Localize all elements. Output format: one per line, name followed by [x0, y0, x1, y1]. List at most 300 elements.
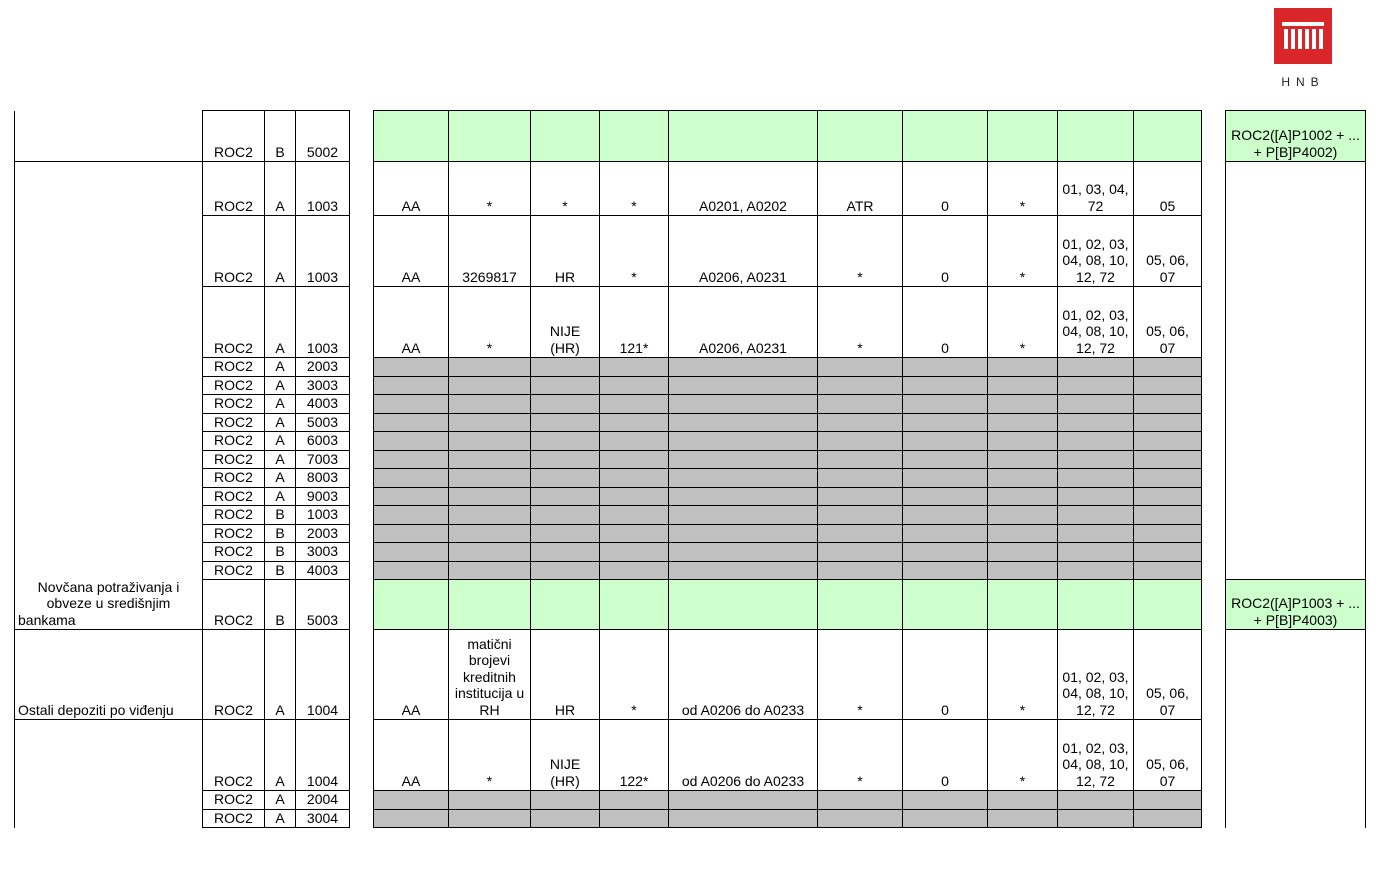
gap-cell [350, 720, 374, 791]
table-cell [600, 809, 669, 828]
table-cell: 0 [903, 720, 988, 791]
table-row [15, 469, 1366, 488]
table-cell [600, 376, 669, 395]
gap-cell [1202, 580, 1226, 630]
table-cell [1058, 487, 1134, 506]
table-cell [818, 376, 903, 395]
gap-cell [350, 287, 374, 358]
table-cell: A0201, A0202 [669, 162, 818, 216]
table-cell [449, 413, 531, 432]
table-cell [374, 809, 449, 828]
table-cell [531, 809, 600, 828]
gap-cell [350, 162, 374, 216]
table-cell [449, 358, 531, 377]
table-cell: A [265, 162, 296, 216]
table-cell [903, 809, 988, 828]
table-cell [903, 111, 988, 162]
table-cell [818, 358, 903, 377]
table-cell [531, 543, 600, 562]
table-cell [669, 791, 818, 810]
table-cell [449, 809, 531, 828]
table-cell [600, 791, 669, 810]
table-cell [1134, 791, 1202, 810]
table-cell: A [265, 358, 296, 377]
table-row [15, 791, 1366, 810]
formula-cell: ROC2([A]P1002 + ... + P[B]P4002) [1226, 111, 1366, 162]
table-cell: A [265, 630, 296, 720]
table-cell [449, 506, 531, 525]
table-cell: AA [374, 720, 449, 791]
table-cell: 5002 [296, 111, 350, 162]
gap-cell [350, 524, 374, 543]
gap-cell [350, 543, 374, 562]
table-cell: A [265, 469, 296, 488]
table-cell [903, 487, 988, 506]
table-cell: * [988, 216, 1058, 287]
hnb-emblem-icon [1274, 8, 1332, 64]
table-cell [903, 506, 988, 525]
table-cell [449, 580, 531, 630]
table-cell: 01, 02, 03, 04, 08, 10, 12, 72 [1058, 287, 1134, 358]
table-cell [988, 450, 1058, 469]
table-cell: od A0206 do A0233 [669, 630, 818, 720]
table-cell: * [988, 720, 1058, 791]
table-cell [1134, 487, 1202, 506]
description-cell [15, 720, 203, 828]
table-cell: A [265, 216, 296, 287]
table-cell [988, 791, 1058, 810]
formula-cell: ROC2([A]P1003 + ... + P[B]P4003) [1226, 580, 1366, 630]
table-cell [669, 450, 818, 469]
table-cell [818, 524, 903, 543]
table-cell [449, 111, 531, 162]
table-cell: * [600, 630, 669, 720]
table-cell: 1004 [296, 630, 350, 720]
table-cell [903, 432, 988, 451]
table-cell: 05, 06, 07 [1134, 216, 1202, 287]
table-cell [374, 561, 449, 580]
table-cell: 0 [903, 630, 988, 720]
table-cell [1134, 432, 1202, 451]
gap-cell [350, 580, 374, 630]
table-cell [1058, 809, 1134, 828]
table-cell [988, 111, 1058, 162]
table-cell [449, 543, 531, 562]
table-cell [988, 506, 1058, 525]
table-cell: ROC2 [203, 358, 265, 377]
table-cell [531, 506, 600, 525]
table-cell [988, 413, 1058, 432]
hnb-logo [1272, 8, 1332, 88]
table-cell [374, 580, 449, 630]
table-cell [818, 506, 903, 525]
table-row [15, 432, 1366, 451]
table-cell: ROC2 [203, 287, 265, 358]
table-cell: B [265, 524, 296, 543]
table-cell: 2003 [296, 524, 350, 543]
table-cell [1058, 376, 1134, 395]
gap-cell [1202, 543, 1226, 562]
gap-cell [1202, 216, 1226, 287]
table-cell [669, 809, 818, 828]
table-cell [600, 111, 669, 162]
table-cell [903, 543, 988, 562]
table-cell [818, 450, 903, 469]
table-cell [531, 432, 600, 451]
description-cell: Novčana potraživanja i obveze u središnjim bankama [15, 162, 203, 630]
gap-cell [350, 450, 374, 469]
table-cell: 05, 06, 07 [1134, 720, 1202, 791]
table-cell [988, 469, 1058, 488]
table-cell: ROC2 [203, 524, 265, 543]
gap-cell [1202, 432, 1226, 451]
gap-cell [350, 630, 374, 720]
table-cell: ROC2 [203, 450, 265, 469]
table-cell [818, 580, 903, 630]
table-cell: ROC2 [203, 469, 265, 488]
table-cell: A [265, 487, 296, 506]
table-cell: * [600, 216, 669, 287]
table-row [15, 506, 1366, 525]
table-cell: * [818, 287, 903, 358]
gap-cell [1202, 720, 1226, 791]
table-cell [1058, 580, 1134, 630]
table-cell: ATR [818, 162, 903, 216]
table-cell [1134, 524, 1202, 543]
gap-cell [350, 413, 374, 432]
table-row [15, 358, 1366, 377]
table-cell [903, 450, 988, 469]
table-cell [1134, 413, 1202, 432]
table-cell [988, 395, 1058, 414]
table-cell [531, 791, 600, 810]
gap-cell [1202, 162, 1226, 216]
table-cell: * [988, 162, 1058, 216]
table-cell [374, 469, 449, 488]
table-cell: B [265, 111, 296, 162]
table-cell: * [988, 287, 1058, 358]
gap-cell [1202, 287, 1226, 358]
data-table [14, 110, 1366, 828]
table-cell: B [265, 561, 296, 580]
table-cell: 1004 [296, 720, 350, 791]
table-cell [818, 413, 903, 432]
table-cell [988, 524, 1058, 543]
table-cell: AA [374, 162, 449, 216]
table-cell: 4003 [296, 561, 350, 580]
gap-cell [350, 432, 374, 451]
description-cell: Ostali depoziti po viđenju [15, 630, 203, 720]
table-cell: NIJE (HR) [531, 720, 600, 791]
table-cell [600, 395, 669, 414]
gap-cell [350, 216, 374, 287]
gap-cell [350, 469, 374, 488]
gap-cell [1202, 111, 1226, 162]
table-cell: A0206, A0231 [669, 287, 818, 358]
table-cell [449, 791, 531, 810]
gap-cell [1202, 809, 1226, 828]
table-cell [1134, 395, 1202, 414]
table-cell: AA [374, 287, 449, 358]
table-cell: * [531, 162, 600, 216]
gap-cell [1202, 413, 1226, 432]
table-cell: 01, 02, 03, 04, 08, 10, 12, 72 [1058, 216, 1134, 287]
table-cell: A [265, 791, 296, 810]
table-row [15, 287, 1366, 358]
table-cell [531, 487, 600, 506]
table-cell: ROC2 [203, 216, 265, 287]
table-cell [374, 111, 449, 162]
table-cell: ROC2 [203, 376, 265, 395]
table-cell: ROC2 [203, 543, 265, 562]
table-cell [374, 487, 449, 506]
table-cell: ROC2 [203, 809, 265, 828]
gap-cell [350, 487, 374, 506]
table-cell [903, 791, 988, 810]
table-cell [669, 395, 818, 414]
table-cell: 05, 06, 07 [1134, 630, 1202, 720]
table-cell [374, 450, 449, 469]
table-cell [374, 791, 449, 810]
table-cell [1134, 358, 1202, 377]
table-cell [669, 111, 818, 162]
table-cell: 0 [903, 162, 988, 216]
table-cell [600, 432, 669, 451]
table-cell [531, 469, 600, 488]
table-cell [903, 413, 988, 432]
table-cell [818, 543, 903, 562]
table-cell: 2004 [296, 791, 350, 810]
gap-cell [350, 561, 374, 580]
table-cell [600, 561, 669, 580]
table-cell [374, 413, 449, 432]
gap-cell [1202, 358, 1226, 377]
table-cell [531, 111, 600, 162]
gap-cell [1202, 524, 1226, 543]
description-cell [15, 111, 203, 162]
gap-cell [350, 395, 374, 414]
table-row [15, 413, 1366, 432]
table-cell [374, 524, 449, 543]
gap-cell [1202, 469, 1226, 488]
table-cell [449, 376, 531, 395]
table-cell [903, 469, 988, 488]
table-cell [903, 376, 988, 395]
table-cell [449, 487, 531, 506]
table-row [15, 543, 1366, 562]
table-cell [818, 469, 903, 488]
table-cell [1134, 561, 1202, 580]
table-cell: A0206, A0231 [669, 216, 818, 287]
table-cell: A [265, 720, 296, 791]
table-cell: HR [531, 630, 600, 720]
gap-cell [350, 809, 374, 828]
table-cell [988, 543, 1058, 562]
table-cell [903, 580, 988, 630]
gap-cell [1202, 487, 1226, 506]
table-cell: 1003 [296, 506, 350, 525]
table-cell: NIJE (HR) [531, 287, 600, 358]
table-row [15, 524, 1366, 543]
table-cell [1058, 358, 1134, 377]
table-cell [669, 432, 818, 451]
table-cell: 4003 [296, 395, 350, 414]
table-row [15, 216, 1366, 287]
table-cell [600, 413, 669, 432]
table-cell [1134, 580, 1202, 630]
table-row [15, 720, 1366, 791]
blank-cell [1226, 162, 1366, 580]
table-row [15, 630, 1366, 720]
gap-cell [350, 376, 374, 395]
table-cell [600, 580, 669, 630]
table-cell: A [265, 809, 296, 828]
table-cell [1134, 450, 1202, 469]
table-cell: * [449, 287, 531, 358]
table-cell [988, 580, 1058, 630]
table-cell: 3003 [296, 376, 350, 395]
table-cell [669, 487, 818, 506]
table-row [15, 450, 1366, 469]
table-cell [531, 450, 600, 469]
table-row [15, 561, 1366, 580]
table-cell [374, 376, 449, 395]
table-cell [669, 561, 818, 580]
table-cell [988, 809, 1058, 828]
table-cell: * [818, 630, 903, 720]
table-cell: 1003 [296, 287, 350, 358]
table-row [15, 487, 1366, 506]
table-cell: A [265, 450, 296, 469]
table-cell [988, 487, 1058, 506]
table-cell: A [265, 376, 296, 395]
table-cell [818, 809, 903, 828]
table-cell: HR [531, 216, 600, 287]
table-cell: 6003 [296, 432, 350, 451]
table-row [15, 111, 1366, 162]
table-cell [531, 358, 600, 377]
table-cell [531, 561, 600, 580]
table-cell: 3004 [296, 809, 350, 828]
table-row [15, 162, 1366, 216]
table-cell [600, 506, 669, 525]
table-cell [818, 395, 903, 414]
table-cell [449, 450, 531, 469]
table-cell: ROC2 [203, 413, 265, 432]
table-cell: 01, 03, 04, 72 [1058, 162, 1134, 216]
table-cell [669, 413, 818, 432]
table-cell: matični brojevi kreditnih institucija u RH [449, 630, 531, 720]
table-cell: * [600, 162, 669, 216]
table-cell [669, 376, 818, 395]
table-cell [988, 376, 1058, 395]
table-cell [449, 561, 531, 580]
table-cell [1134, 809, 1202, 828]
table-cell: * [818, 216, 903, 287]
table-cell [531, 376, 600, 395]
table-cell: * [449, 162, 531, 216]
table-cell: A [265, 432, 296, 451]
table-cell: 7003 [296, 450, 350, 469]
table-cell [988, 432, 1058, 451]
table-cell [1058, 450, 1134, 469]
table-cell [1134, 111, 1202, 162]
table-cell: ROC2 [203, 506, 265, 525]
table-row [15, 809, 1366, 828]
table-cell [600, 487, 669, 506]
table-cell: 1003 [296, 216, 350, 287]
table-cell: A [265, 395, 296, 414]
table-cell: ROC2 [203, 162, 265, 216]
table-cell [669, 469, 818, 488]
table-cell [1058, 524, 1134, 543]
table-cell: B [265, 506, 296, 525]
table-cell [1058, 506, 1134, 525]
table-cell: 3003 [296, 543, 350, 562]
table-cell [1134, 506, 1202, 525]
table-cell [903, 524, 988, 543]
gap-cell [1202, 506, 1226, 525]
table-cell [1134, 376, 1202, 395]
table-cell [531, 580, 600, 630]
table-cell: * [818, 720, 903, 791]
table-cell [1058, 791, 1134, 810]
table-cell: 0 [903, 216, 988, 287]
logo-text: HNB [1281, 75, 1325, 89]
table-cell: ROC2 [203, 432, 265, 451]
table-cell: 8003 [296, 469, 350, 488]
table-cell: AA [374, 630, 449, 720]
table-cell [1058, 561, 1134, 580]
table-cell [449, 395, 531, 414]
table-cell: 5003 [296, 413, 350, 432]
table-cell: 3269817 [449, 216, 531, 287]
table-cell: ROC2 [203, 561, 265, 580]
table-cell [669, 580, 818, 630]
table-cell [1058, 469, 1134, 488]
gap-cell [1202, 395, 1226, 414]
table-cell [1058, 395, 1134, 414]
table-row [15, 376, 1366, 395]
table-cell [903, 561, 988, 580]
gap-cell [1202, 376, 1226, 395]
table-cell [449, 469, 531, 488]
table-cell: ROC2 [203, 111, 265, 162]
table-cell [600, 450, 669, 469]
gap-cell [1202, 561, 1226, 580]
table-cell [531, 395, 600, 414]
table-cell: * [988, 630, 1058, 720]
table-cell: 05 [1134, 162, 1202, 216]
table-cell [600, 358, 669, 377]
gap-cell [1202, 450, 1226, 469]
table-cell [1058, 413, 1134, 432]
table-cell: 121* [600, 287, 669, 358]
gap-cell [1202, 630, 1226, 720]
table-cell: od A0206 do A0233 [669, 720, 818, 791]
table-cell: ROC2 [203, 791, 265, 810]
blank-cell [1226, 630, 1366, 828]
table-cell [531, 413, 600, 432]
table-cell [669, 506, 818, 525]
table-cell: 0 [903, 287, 988, 358]
table-cell: ROC2 [203, 630, 265, 720]
table-cell [449, 524, 531, 543]
table-cell [988, 561, 1058, 580]
gap-cell [1202, 791, 1226, 810]
table-cell [818, 487, 903, 506]
table-cell: ROC2 [203, 395, 265, 414]
